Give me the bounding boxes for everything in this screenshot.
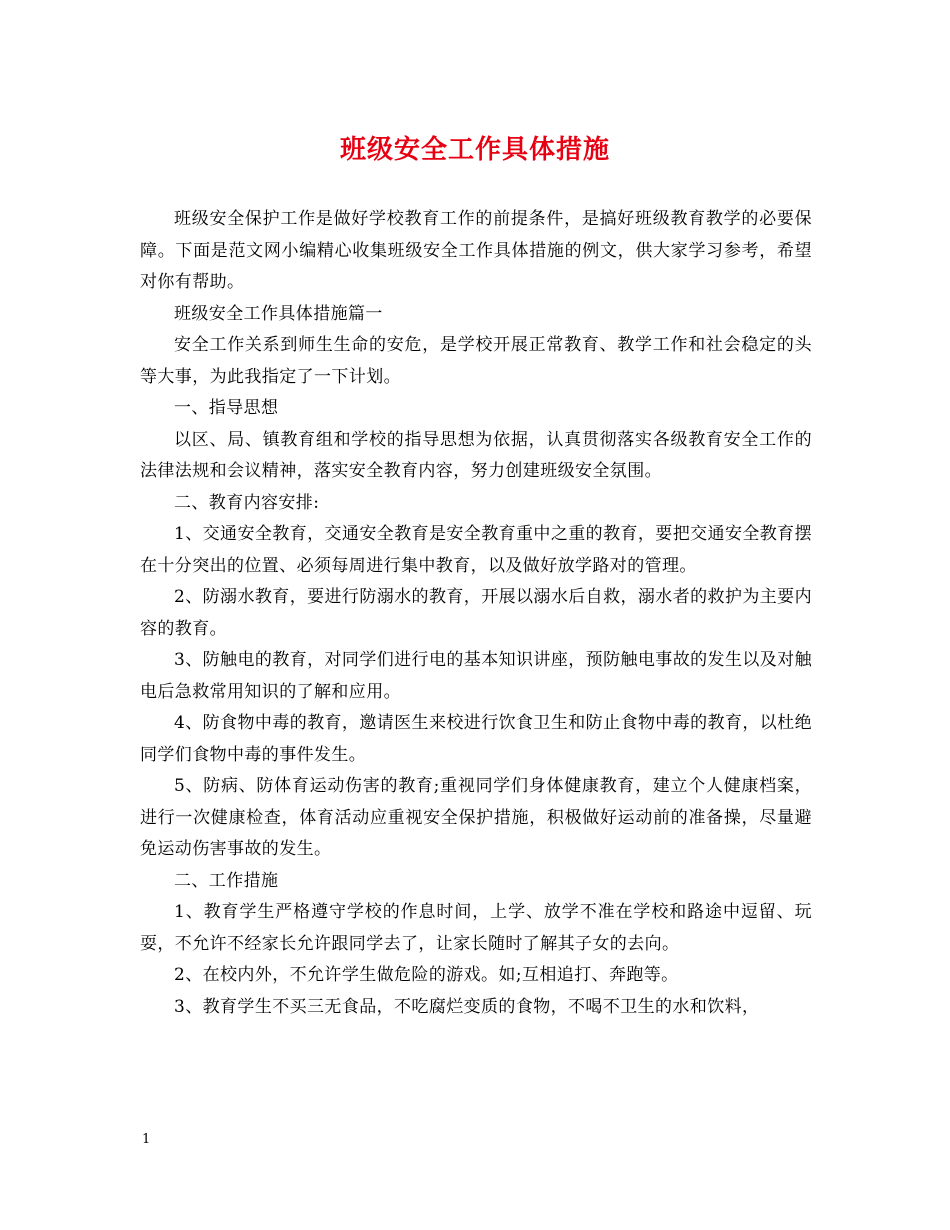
section-heading: 一、指导思想 bbox=[174, 398, 279, 418]
list-item: 1、教育学生严格遵守学校的作息时间，上学、放学不准在学校和路途中逗留、玩耍，不允许不经家长允许跟同学去了，让家长随时了解其子女的去向。 bbox=[140, 902, 812, 954]
paragraph: 以区、局、镇教育组和学校的指导思想为依据，认真贯彻落实各级教育安全工作的法律法规和会议精神，落实安全教育内容，努力创建班级安全氛围。 bbox=[140, 429, 812, 481]
section-heading: 二、教育内容安排: bbox=[174, 492, 320, 513]
list-item: 5、防病、防体育运动伤害的教育;重视同学们身体健康教育，建立个人健康档案，进行一次健康检查，体育活动应重视安全保护措施，积极做好运动前的准备操，尽量避免运动伤害事故的发生。 bbox=[140, 776, 812, 859]
section-heading: 班级安全工作具体措施篇一 bbox=[174, 303, 383, 324]
document-body bbox=[140, 204, 812, 1023]
list-item: 4、防食物中毒的教育，邀请医生来校进行饮食卫生和防止食物中毒的教育，以杜绝同学们食物中毒的事件发生。 bbox=[140, 713, 812, 765]
section-heading: 二、工作措施 bbox=[174, 870, 279, 891]
list-item: 3、防触电的教育，对同学们进行电的基本知识讲座，预防触电事故的发生以及对触电后急救常用知识的了解和应用。 bbox=[140, 650, 812, 702]
paragraph: 安全工作关系到师生生命的安危，是学校开展正常教育、教学工作和社会稳定的头等大事，为此我指定了一下计划。 bbox=[140, 335, 812, 387]
list-item: 3、教育学生不买三无食品，不吃腐烂变质的食物，不喝不卫生的水和饮料， bbox=[174, 996, 760, 1017]
list-item: 1、交通安全教育，交通安全教育是安全教育重中之重的教育，要把交通安全教育摆在十分突出的位置、必须每周进行集中教育，以及做好放学路对的管理。 bbox=[140, 524, 812, 576]
list-item: 2、防溺水教育，要进行防溺水的教育，开展以溺水后自救，溺水者的救护为主要内容的教育。 bbox=[140, 587, 812, 639]
list-item: 2、在校内外，不允许学生做危险的游戏。如;互相追打、奔跑等。 bbox=[174, 965, 679, 985]
page-number: 1 bbox=[142, 1132, 151, 1147]
document-title: 班级安全工作具体措施 bbox=[339, 135, 610, 165]
paragraph: 班级安全保护工作是做好学校教育工作的前提条件，是搞好班级教育教学的必要保障。下面是范文网小编精心收集班级安全工作具体措施的例文，供大家学习参考，希望对你有帮助。 bbox=[140, 209, 812, 292]
